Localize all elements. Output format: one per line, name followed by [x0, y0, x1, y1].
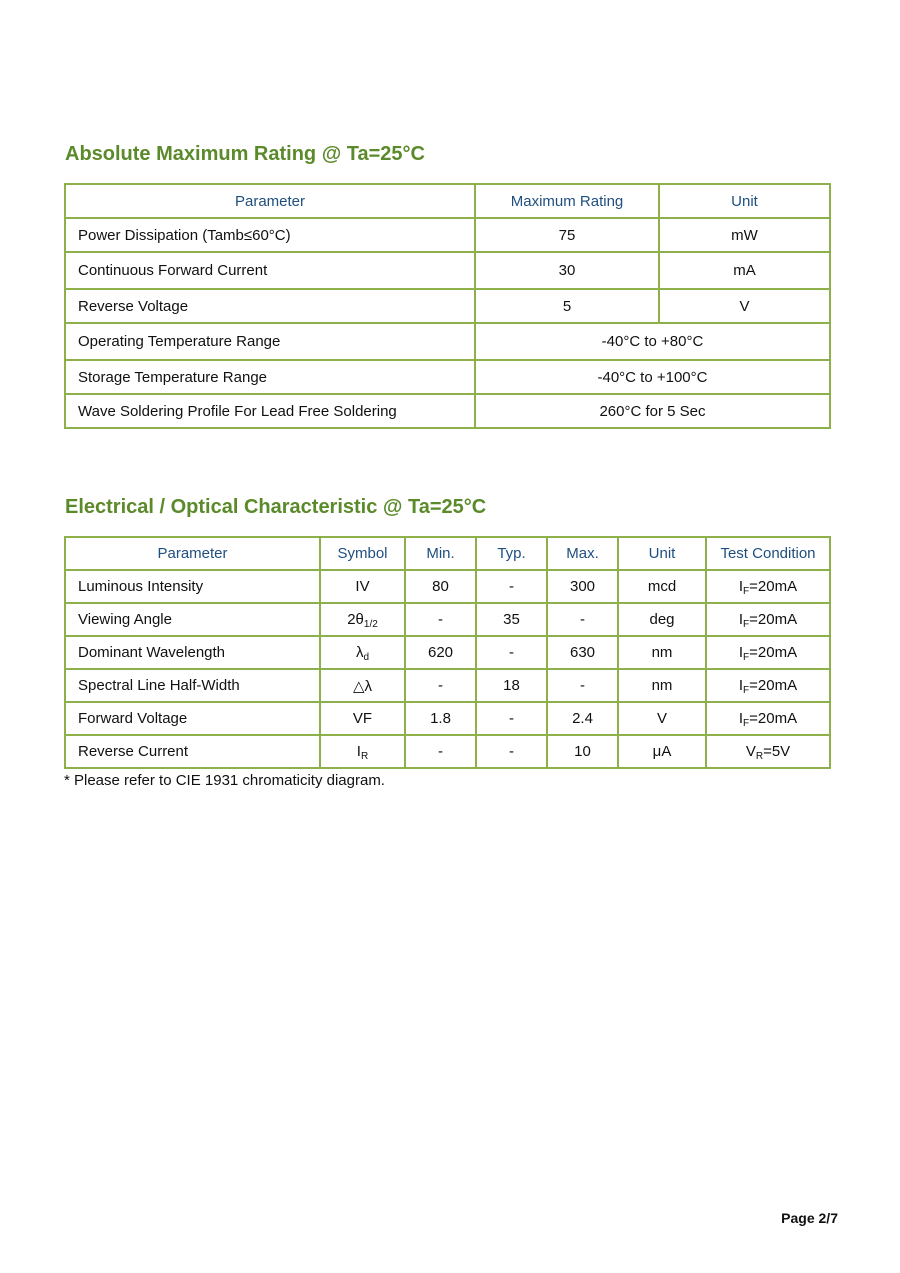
column-header: Maximum Rating — [475, 184, 659, 218]
table-header-row — [65, 537, 830, 570]
table-row — [65, 323, 830, 360]
symbol-text: λ — [355, 644, 364, 661]
condition-symbol: V — [745, 743, 756, 760]
table-row — [65, 394, 830, 428]
condition-symbol: I — [738, 644, 744, 661]
rating-cell: 75 — [475, 218, 659, 252]
parameter-cell: Storage Temperature Range — [65, 360, 475, 394]
condition-symbol: I — [738, 710, 744, 727]
unit-cell: nm — [618, 636, 706, 669]
parameter-cell: Continuous Forward Current — [65, 252, 475, 289]
max-cell: 10 — [547, 735, 618, 768]
rating-cell: 5 — [475, 289, 659, 323]
condition-subscript: F — [743, 718, 750, 729]
parameter-cell: Operating Temperature Range — [65, 323, 475, 360]
min-cell: 1.8 — [405, 702, 476, 735]
table-header-row — [65, 184, 830, 218]
rating-cell: 260°C for 5 Sec — [475, 394, 830, 428]
rating-cell: -40°C to +80°C — [475, 323, 830, 360]
min-cell: - — [405, 669, 476, 702]
table-row — [65, 702, 830, 735]
table-row — [65, 735, 830, 768]
symbol-cell — [320, 702, 405, 735]
max-cell: 2.4 — [547, 702, 618, 735]
column-header: Parameter — [65, 537, 320, 570]
condition-value: =20mA — [749, 644, 798, 661]
typ-cell: - — [476, 735, 547, 768]
symbol-subscript: d — [363, 652, 370, 663]
symbol-cell — [320, 636, 405, 669]
max-cell: - — [547, 669, 618, 702]
parameter-cell: Wave Soldering Profile For Lead Free Soldering — [65, 394, 475, 428]
table-row — [65, 289, 830, 323]
symbol-subscript: 1/2 — [363, 619, 378, 630]
condition-cell — [706, 669, 830, 702]
unit-cell: deg — [618, 603, 706, 636]
typ-cell: - — [476, 702, 547, 735]
condition-value: =20mA — [749, 578, 798, 595]
max-cell: - — [547, 603, 618, 636]
parameter-cell: Dominant Wavelength — [65, 636, 320, 669]
column-header: Symbol — [320, 537, 405, 570]
symbol-cell — [320, 669, 405, 702]
condition-cell — [706, 636, 830, 669]
table-row — [65, 360, 830, 394]
symbol-subscript: R — [360, 751, 369, 762]
unit-cell: mW — [659, 218, 830, 252]
condition-subscript: F — [743, 685, 750, 696]
footnote: * Please refer to CIE 1931 chromaticity diagram. — [64, 772, 385, 789]
condition-symbol: I — [738, 611, 744, 628]
typ-cell: - — [476, 636, 547, 669]
table-row — [65, 570, 830, 603]
condition-subscript: F — [743, 619, 750, 630]
condition-value: =20mA — [749, 611, 798, 628]
max-cell: 630 — [547, 636, 618, 669]
symbol-text: I — [356, 743, 361, 760]
symbol-text: IV — [355, 578, 370, 595]
parameter-cell: Reverse Current — [65, 735, 320, 768]
column-header: Typ. — [476, 537, 547, 570]
parameter-cell: Luminous Intensity — [65, 570, 320, 603]
section-title-electrical-optical: Electrical / Optical Characteristic @ Ta=25°C — [65, 496, 487, 518]
max-cell: 300 — [547, 570, 618, 603]
condition-value: =5V — [763, 743, 791, 760]
typ-cell: 35 — [476, 603, 547, 636]
page-number: Page 2/7 — [781, 1210, 838, 1226]
parameter-cell: Power Dissipation (Tamb≤60°C) — [65, 218, 475, 252]
unit-cell: V — [659, 289, 830, 323]
min-cell: - — [405, 603, 476, 636]
unit-cell: μA — [618, 735, 706, 768]
condition-subscript: F — [743, 652, 750, 663]
min-cell: - — [405, 735, 476, 768]
section-title-absolute-max: Absolute Maximum Rating @ Ta=25°C — [65, 143, 425, 165]
symbol-cell — [320, 603, 405, 636]
rating-cell: 30 — [475, 252, 659, 289]
min-cell: 620 — [405, 636, 476, 669]
condition-cell — [706, 603, 830, 636]
unit-cell: nm — [618, 669, 706, 702]
condition-value: =20mA — [749, 710, 798, 727]
parameter-cell: Spectral Line Half-Width — [65, 669, 320, 702]
column-header: Max. — [547, 537, 618, 570]
table-row — [65, 669, 830, 702]
condition-symbol: I — [738, 578, 744, 595]
column-header: Min. — [405, 537, 476, 570]
symbol-cell — [320, 570, 405, 603]
parameter-cell: Viewing Angle — [65, 603, 320, 636]
table-row — [65, 603, 830, 636]
column-header: Unit — [618, 537, 706, 570]
min-cell: 80 — [405, 570, 476, 603]
table-row — [65, 252, 830, 289]
column-header: Parameter — [65, 184, 475, 218]
symbol-text: 2θ — [347, 611, 364, 628]
table-row — [65, 218, 830, 252]
condition-value: =20mA — [749, 677, 798, 694]
unit-cell: mcd — [618, 570, 706, 603]
condition-cell — [706, 702, 830, 735]
parameter-cell: Reverse Voltage — [65, 289, 475, 323]
symbol-cell — [320, 735, 405, 768]
condition-subscript: R — [755, 751, 764, 762]
column-header: Test Condition — [706, 537, 830, 570]
symbol-text: VF — [352, 710, 373, 727]
absolute-max-rating-table — [64, 183, 831, 429]
unit-cell: mA — [659, 252, 830, 289]
condition-cell — [706, 570, 830, 603]
column-header: Unit — [659, 184, 830, 218]
condition-cell — [706, 735, 830, 768]
table-row — [65, 636, 830, 669]
typ-cell: 18 — [476, 669, 547, 702]
unit-cell: V — [618, 702, 706, 735]
parameter-cell: Forward Voltage — [65, 702, 320, 735]
electrical-optical-table — [64, 536, 831, 769]
rating-cell: -40°C to +100°C — [475, 360, 830, 394]
condition-symbol: I — [738, 677, 744, 694]
typ-cell: - — [476, 570, 547, 603]
condition-subscript: F — [743, 586, 750, 597]
symbol-text: △λ — [352, 677, 373, 695]
